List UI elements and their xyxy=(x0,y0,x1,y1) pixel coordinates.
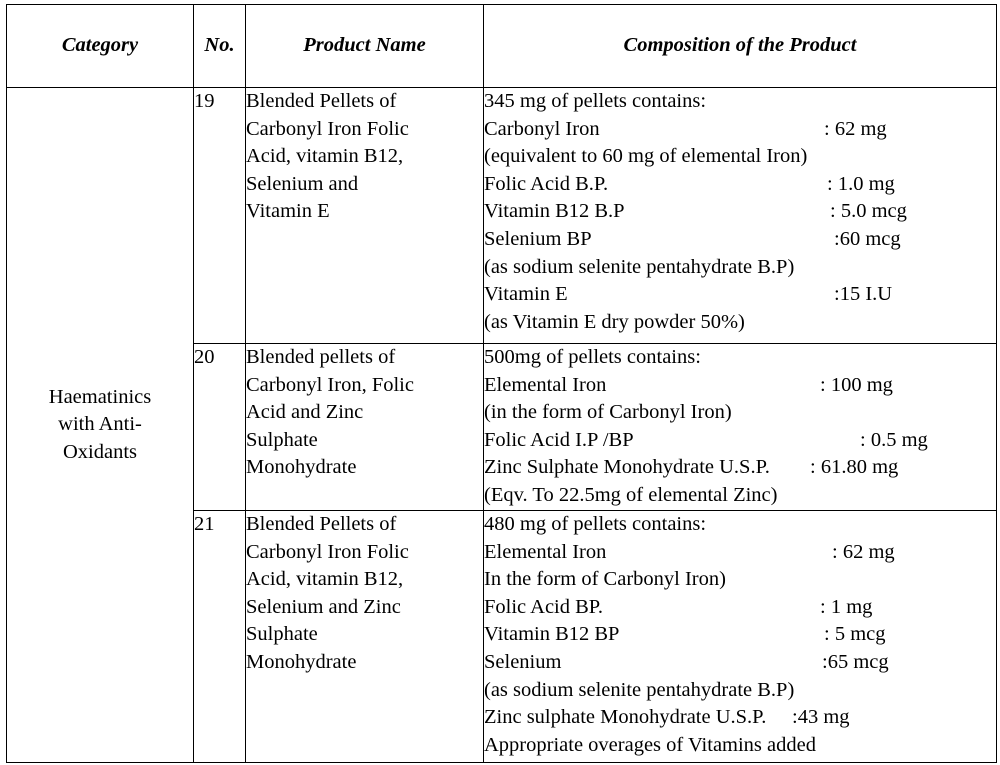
ingredient-amount: : 5 mcg xyxy=(824,623,886,646)
composition-line xyxy=(484,621,996,649)
product-name-cell xyxy=(246,511,484,763)
composition-cell xyxy=(484,511,997,763)
composition-line xyxy=(484,171,996,199)
product-name-line: Blended Pellets of xyxy=(246,513,397,535)
ingredient-name: Elemental Iron xyxy=(484,373,607,396)
composition-line xyxy=(484,704,996,732)
composition-line: (in the form of Carbonyl Iron) xyxy=(484,401,732,424)
ingredient-name: Carbonyl Iron xyxy=(484,117,600,140)
product-name-line: Acid, vitamin B12, xyxy=(246,568,404,591)
ingredient-amount: :43 mg xyxy=(792,706,850,729)
product-name-line: Blended Pellets of xyxy=(246,90,397,112)
composition-line xyxy=(484,427,996,455)
product-name-line: Carbonyl Iron, Folic xyxy=(246,373,414,396)
composition-line: (equivalent to 60 mg of elemental Iron) xyxy=(484,145,808,168)
composition-line xyxy=(484,116,996,144)
composition-line xyxy=(484,198,996,226)
product-name-cell xyxy=(246,344,484,511)
category-line: with Anti- xyxy=(58,413,142,436)
ingredient-name: Selenium BP xyxy=(484,227,592,250)
composition-line: (as sodium selenite pentahydrate B.P) xyxy=(484,678,795,701)
composition-line: Appropriate overages of Vitamins added xyxy=(484,733,816,756)
ingredient-amount: : 1 mg xyxy=(820,595,873,618)
product-name-line: Sulphate xyxy=(246,428,318,451)
ingredient-amount: : 1.0 mg xyxy=(827,172,895,195)
product-name-line: Blended pellets of xyxy=(246,346,396,368)
ingredient-amount: :15 I.U xyxy=(834,283,893,306)
composition-line: (as Vitamin E dry powder 50%) xyxy=(484,310,745,333)
composition-line: (as sodium selenite pentahydrate B.P) xyxy=(484,255,795,278)
product-name-line: Monohydrate xyxy=(246,456,357,479)
product-name-line: Vitamin E xyxy=(246,200,330,223)
composition-cell xyxy=(484,344,997,511)
composition-line: (Eqv. To 22.5mg of elemental Zinc) xyxy=(484,483,778,506)
composition-line xyxy=(484,649,996,677)
product-name-line: Carbonyl Iron Folic xyxy=(246,117,409,140)
ingredient-amount: : 0.5 mg xyxy=(860,428,928,451)
composition-line: 480 mg of pellets contains: xyxy=(484,513,707,535)
product-name-line: Selenium and Zinc xyxy=(246,595,401,618)
ingredient-name: Vitamin B12 BP xyxy=(484,623,620,646)
header-category: Category xyxy=(7,5,194,88)
category-cell xyxy=(7,88,194,763)
composition-line xyxy=(484,594,996,622)
ingredient-name: Elemental Iron xyxy=(484,540,607,563)
ingredient-name: Folic Acid B.P. xyxy=(484,172,609,195)
ingredient-amount: : 62 mg xyxy=(824,117,887,140)
product-name-cell xyxy=(246,88,484,344)
table-row xyxy=(7,88,997,344)
ingredient-name: Vitamin B12 B.P xyxy=(484,200,625,223)
ingredient-name: Vitamin E xyxy=(484,283,568,306)
composition-line xyxy=(484,539,996,567)
product-name-line: Selenium and xyxy=(246,172,359,195)
category-line: Oxidants xyxy=(62,440,138,463)
composition-line: 500mg of pellets contains: xyxy=(484,346,701,368)
row-number: 20 xyxy=(194,344,246,511)
composition-line xyxy=(484,226,996,254)
composition-line xyxy=(484,281,996,309)
ingredient-name: Zinc Sulphate Monohydrate U.S.P. xyxy=(484,456,770,479)
product-name-line: Monohydrate xyxy=(246,650,357,673)
ingredient-amount: : 62 mg xyxy=(832,540,895,563)
composition-line xyxy=(484,372,996,400)
product-name-line: Sulphate xyxy=(246,623,318,646)
product-name-line: Carbonyl Iron Folic xyxy=(246,540,409,563)
header-no: No. xyxy=(194,5,246,88)
composition-line: In the form of Carbonyl Iron) xyxy=(484,568,726,591)
ingredient-amount: :65 mcg xyxy=(822,650,889,673)
ingredient-name: Zinc sulphate Monohydrate U.S.P. xyxy=(484,706,767,729)
row-number: 19 xyxy=(194,88,246,344)
product-composition-table xyxy=(6,4,997,763)
ingredient-name: Folic Acid BP. xyxy=(484,595,604,618)
category-line: Haematinics xyxy=(48,385,152,408)
ingredient-amount: : 5.0 mcg xyxy=(830,200,907,223)
composition-line xyxy=(484,454,996,482)
ingredient-amount: : 61.80 mg xyxy=(810,456,899,479)
row-number: 21 xyxy=(194,511,246,763)
header-product-name: Product Name xyxy=(246,5,484,88)
composition-cell xyxy=(484,88,997,344)
ingredient-name: Selenium xyxy=(484,650,562,673)
ingredient-name: Folic Acid I.P /BP xyxy=(484,428,634,451)
product-name-line: Acid and Zinc xyxy=(246,401,364,424)
header-composition: Composition of the Product xyxy=(484,5,997,88)
composition-line: 345 mg of pellets contains: xyxy=(484,90,707,112)
table-header-row xyxy=(7,5,997,88)
ingredient-amount: :60 mcg xyxy=(834,227,901,250)
product-name-line: Acid, vitamin B12, xyxy=(246,145,404,168)
ingredient-amount: : 100 mg xyxy=(820,373,893,396)
